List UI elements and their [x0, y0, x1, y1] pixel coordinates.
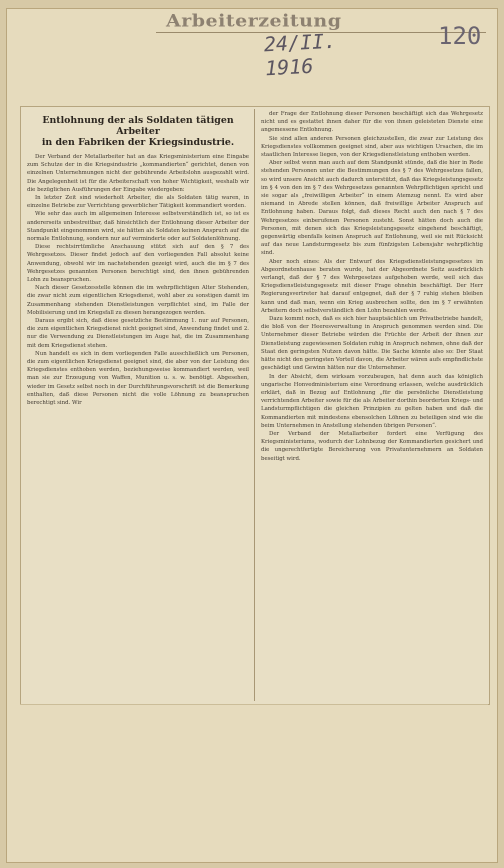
- headline-line-2: in den Fabriken der Kriegsindustrie.: [41, 137, 235, 148]
- article-paragraph: Wie sehr das auch im allgemeinen Interesse selbstverständlich ist, so ist es andererseits unbestreitbar, daß hinsichtlich der Entlohnung dieser Arbeiter der Standpunkt eingenommen wird, sie hätten als Soldaten keinen Anspruch auf die normale Entlohnung, sondern nur auf verminderte oder auf Soldatenlöhnung.: [27, 211, 249, 243]
- article-paragraph: Dazu kommt noch, daß es sich hier hauptsächlich um Privatbetriebe handelt, die bloß von der Heeresverwaltung in Anspruch genommen werden sind. Die Unternehmer dieser Betriebe würden die Früchte der Arbeit der ihnen zur Dienstleistung zugewiesenen Soldaten ruhig in Anspruch nehmen, ohne daß der Staat den geringsten Nutzen davon hätte. Die Sache könnte also so: Der Staat hätte nicht den geringsten Vorteil davon, die Arbeiter wären aufs empfindlichste geschädigt und Gewinn hätten nur die Unternehmer.: [261, 316, 483, 372]
- newspaper-masthead: Arbeiterzeitung: [166, 11, 342, 31]
- article-paragraph: Nach dieser Gesetzesstelle können die im wehrpflichtigen Alter Stehenden, die zwar nicht zum eigentlichen Kriegsdienst, wohl aber zu sonstigen damit im Zusammenhang stehenden Dienstleistungen verpflichtet sind, im Falle der Mobilisierung und im Kriegsfall zu diesen herangezogen werden.: [27, 285, 249, 316]
- article-paragraph: Aber selbst wenn man auch auf dem Standpunkt stünde, daß die hier in Rede stehenden Personen unter die Bestimmungen des § 7 des Wehrgesetzes fallen, so wird unsere Ansicht auch dadurch unterstützt, daß das Kriegsleistungsgesetz im § 4 von den im § 7 des Wehrgesetzes genannten Wehrpflichtigen spricht und sie sogar als „freiwilligen Arbeiter“ in einem Atemzug nennt. Es wird aber niemand in Abrede stellen können, daß freiwillige Arbeiter Anspruch auf Entlohnung haben. Daraus folgt, daß dieses Recht auch den nach § 7 des Wehrgesetzes einberufenen Personen zusteht. Sonst hätten doch auch die Personen, mit denen sich das Kriegsleistungsgesetz eingehend beschäftigt, gegenwärtig ebenfalls keinen Anspruch auf Entlohnung, weil sie mit Rücksicht auf das neue Landsturmgesetz bis zum fünfzigsten Lebensjahr wehrpflichtig sind.: [261, 160, 483, 257]
- article-paragraph: Der Verband der Metallarbeiter fordert eine Verfügung des Kriegsministeriums, wodurch der Lohnbezug der Kommandierten gesichert und die ungerechtfertigte Bereicherung von Privatunternehmern an Soldaten beseitigt wird.: [261, 430, 483, 462]
- article-paragraph: Aber noch eines: Als der Entwurf des Kriegsdienstleistungsgesetzes im Abgeordnetenhause beraten wurde, hat der Abgeordnete Seitz ausdrücklich verlangt, daß der § 7 des Wehrgesetzes aufgehoben werde, weil sich das Kriegsdienstleistungsgesetz mit dieser Frage ohnehin beschäftigt. Der Herr Regierungsvertreter hat darauf entgegnet, daß der § 7 ruhig stehen bleiben kann und daß man, wenn ein Krieg ausbrechen sollte, den im § 7 erwähnten Arbeitern doch selbstverständlich den Lohn bezahlen werde.: [261, 258, 483, 314]
- column-divider: [254, 109, 255, 701]
- article-paragraph: Sie sind allen anderen Personen gleichzustellen, die zwar zur Leistung des Kriegsdienstes vollkommen geeignet sind, aber aus wichtigen Ursachen, die im staatlichen Interesse liegen, von der Kriegsdienstleistung enthoben werden.: [261, 135, 483, 159]
- article-paragraph: Der Verband der Metallarbeiter hat an das Kriegsministerium eine Eingabe zum Schutze der in die Kriegsindustrie „kommandierten“ gerichtet, denen von einzelnen Unternehmungen nicht der gebührende Arbeitslohn ausgezahlt wird. Die Angelegenheit ist für die Arbeiterschaft von hoher Wichtigkeit, weshalb wir die bezüglichen Ausführungen der Eingabe wiedergeben:: [27, 154, 249, 193]
- article-paragraph: In der Absicht, dem wirksam vorzubeugen, hat denn auch das königlich ungarische Honvedministerium eine Verordnung erlassen, welche ausdrücklich erklärt, daß in Bezug auf Entlohnung „für die persönliche Dienstleistung verrichtenden Arbeiter sowie für die als Arbeiter dorthin beorderten Kriegs- und Landsturmpflichtigen die gleichen Prinzipien zu gelten haben und daß die Kommandierten mit mindestens ebensolchen Löhnen zu beteiligen sind wie die beim Unternehmen in Anstellung stehenden übrigen Personen“.: [261, 373, 483, 429]
- handwritten-page-number: 120: [438, 22, 482, 50]
- article-headline: [27, 115, 249, 148]
- newspaper-clipping: [20, 106, 490, 705]
- headline-line-1: Entlohnung der als Soldaten tätigen Arbeiter: [42, 115, 234, 137]
- handwritten-date: 24/II. 1916: [263, 28, 337, 81]
- article-paragraph: Daraus ergibt sich, daß diese gesetzliche Bestimmung 1. nur auf Personen, die zum eigentlichen Kriegsdienst nicht geeignet sind, Anwendung findet und 2. nur die Verwendung zu Dienstleistungen im Auge hat, die im Zusammenhang mit dem Kriegsdienst stehen.: [27, 318, 249, 349]
- article-paragraph: der Frage der Entlohnung dieser Personen beschäftigt sich das Wehrgesetz nicht und es gestattet ihnen daher für die von ihnen geleisteten Dienste eine angemessene Entlohnung.: [261, 111, 483, 134]
- article-paragraph: In letzter Zeit sind wiederholt Arbeiter, die als Soldaten tätig waren, in einzelne Betriebe zur Verrichtung gewerblicher Tätigkeit kommandiert worden.: [27, 195, 249, 210]
- article-column-right: [261, 110, 483, 700]
- article-column-left: [27, 113, 249, 699]
- article-paragraph: Nun handelt es sich in dem vorliegenden Falle ausschließlich um Personen, die zum eigentlichen Kriegsdienst geeignet sind, die aber von der Leistung des Kriegsdienstes enthoben werden, beziehungsweise kommandiert werden, weil man sie zur Erzeugung von Waffen, Munition u. s. w. benötigt. Abgesehen, wieder im Gesetz selbst noch in der Durchführungsvorschrift ist die Bemerkung enthalten, daß diese Personen nicht die volle Löhnung zu beanspruchen berechtigt sind. Wir: [27, 350, 249, 407]
- clipping-shadow: [20, 704, 488, 705]
- article-paragraph: Diese rechtsirrtümliche Anschauung stützt sich auf den § 7 des Wehrgesetzes. Dieser findet jedoch auf den vorliegenden Fall absolut keine Anwendung, obwohl wir im nachstehenden gezeigt wird, auch die im § 7 des Wehrgesetzes genannten Personen berechtigt sind, den ihnen gebührenden Lohn zu beanspruchen.: [27, 244, 249, 284]
